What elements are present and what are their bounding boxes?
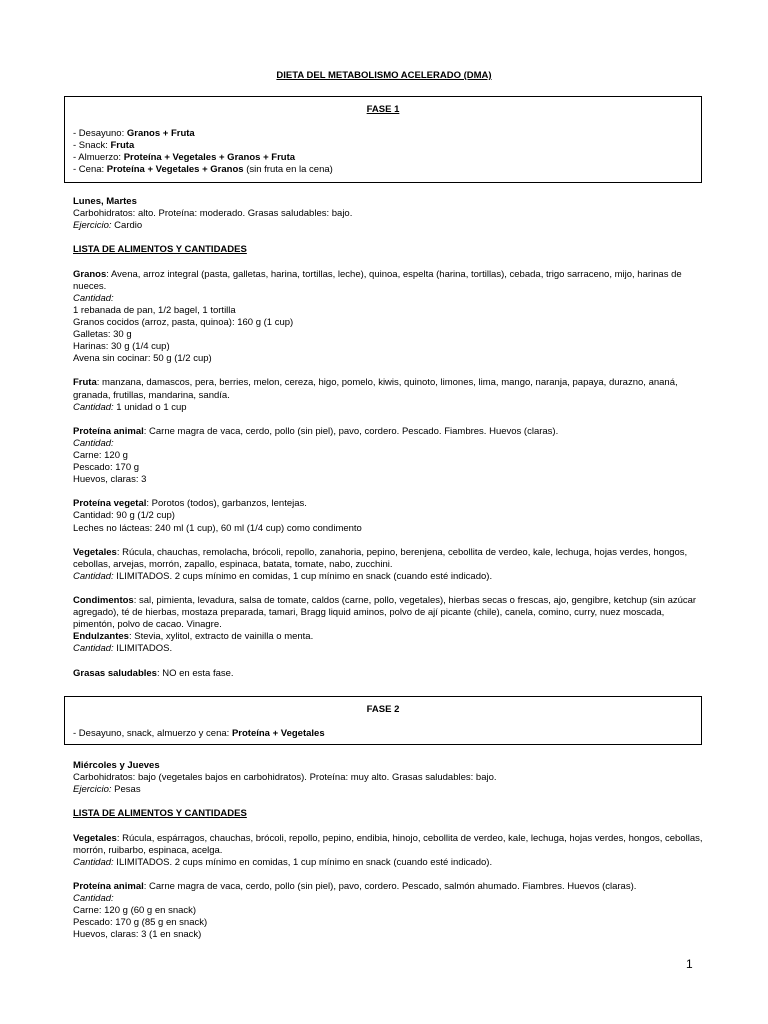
fase1-meal-desayuno: - Desayuno: Granos + Fruta (73, 128, 195, 140)
sec2-vegetales-cantidad: Cantidad: ILIMITADOS. 2 cups mínimo en comidas, 1 cup mínimo en snack (cuando esté indicado). (73, 856, 493, 868)
proteina-vegetal-leches: Leches no lácteas: 240 ml (1 cup), 60 ml (1/4 cup) como condimento (73, 522, 362, 534)
endulzantes-cantidad: Cantidad: ILIMITADOS. (73, 643, 173, 655)
granos-qty-item: 1 rebanada de pan, 1/2 bagel, 1 tortilla (73, 304, 236, 316)
fase1-meal-snack: - Snack: Fruta (73, 140, 135, 152)
granos-paragraph-cont: nueces. (73, 280, 107, 292)
page-number: 1 (686, 957, 693, 971)
granos-qty-item: Galletas: 30 g (73, 329, 132, 341)
fase2-meals: - Desayuno, snack, almuerzo y cena: Proteína + Vegetales (73, 728, 325, 740)
proteina-animal-paragraph: Proteína animal: Carne magra de vaca, cerdo, pollo (sin piel), pavo, cordero. Pescado. Fiambres. Huevos (claras). (73, 425, 559, 437)
sec1-days: Lunes, Martes (73, 196, 137, 207)
granos-qty-item: Granos cocidos (arroz, pasta, quinoa): 160 g (1 cup) (73, 316, 294, 328)
sec2-ejercicio: Ejercicio: Pesas (73, 784, 141, 796)
sec1-ejercicio: Ejercicio: Cardio (73, 220, 143, 232)
proteina-animal-cantidad-label: Cantidad: (73, 437, 114, 449)
fase1-heading: FASE 1 (366, 104, 400, 115)
granos-qty-item: Avena sin cocinar: 50 g (1/2 cup) (73, 353, 212, 365)
sec2-macros: Carbohidratos: bajo (vegetales bajos en carbohidratos). Proteína: muy alto. Grasas saludables: bajo. (73, 772, 497, 784)
vegetales-paragraph: Vegetales: Rúcula, chauchas, remolacha, brócoli, repollo, zanahoria, pepino, berenjena, cebollita de verdeo, kale, lechuga, hojas verdes, hongos, (73, 546, 688, 558)
sec2-proteina-animal-cantidad-label: Cantidad: (73, 893, 114, 905)
fase1-box (64, 96, 702, 183)
condimentos-paragraph: Condimentos: sal, pimienta, levadura, salsa de tomate, caldos (carne, pollo, vegetales), hierbas secas o frescas, ajo, gengibre, ketchup (sin azúcar (73, 595, 697, 607)
fase2-heading: FASE 2 (366, 704, 400, 715)
vegetales-cantidad: Cantidad: ILIMITADOS. 2 cups mínimo en comidas, 1 cup mínimo en snack (cuando esté indicado). (73, 570, 493, 582)
sec2-proteina-animal-qty-item: Pescado: 170 g (85 g en snack) (73, 917, 208, 929)
granos-cantidad-label: Cantidad: (73, 292, 114, 304)
proteina-animal-qty-item: Carne: 120 g (73, 449, 128, 461)
proteina-animal-qty-item: Huevos, claras: 3 (73, 474, 147, 486)
fase1-details (73, 196, 713, 680)
endulzantes-paragraph: Endulzantes: Stevia, xylitol, extracto de vainilla o menta. (73, 631, 314, 643)
fase2-box (64, 696, 702, 745)
sec2-vegetales-paragraph: Vegetales: Rúcula, espárragos, chauchas, brócoli, repollo, pepino, endibia, hinojo, cebollita de verdeo, kale, lechuga, hojas verdes, hongos, cebollas, (73, 832, 703, 844)
fruta-cantidad: Cantidad: 1 unidad o 1 cup (73, 401, 187, 413)
sec2-list-heading: LISTA DE ALIMENTOS Y CANTIDADES (73, 808, 247, 820)
condimentos-paragraph-cont: agregado), té de hierbas, mostaza preparada, tamari, Bragg liquid aminos, polvo de ají picante (chile), canela, comino, curry, nuez moscada, (73, 607, 665, 619)
grasas-paragraph: Grasas saludables: NO en esta fase. (73, 667, 234, 679)
proteina-vegetal-paragraph: Proteína vegetal: Porotos (todos), garbanzos, lentejas. (73, 498, 307, 510)
granos-qty-item: Harinas: 30 g (1/4 cup) (73, 341, 170, 353)
fase1-meal-cena: - Cena: Proteína + Vegetales + Granos (sin fruta en la cena) (73, 164, 333, 176)
sec1-list-heading: LISTA DE ALIMENTOS Y CANTIDADES (73, 244, 247, 256)
proteina-vegetal-cantidad: Cantidad: 90 g (1/2 cup) (73, 510, 175, 522)
sec1-macros: Carbohidratos: alto. Proteína: moderado. Grasas saludables: bajo. (73, 208, 353, 220)
granos-paragraph: Granos: Avena, arroz integral (pasta, galletas, harina, tortillas, leche), quinoa, espelta (harina, tortillas), cebada, trigo sarraceno, mijo, harinas de (73, 268, 682, 280)
vegetales-paragraph-cont: cebollas, arvejas, morrón, zapallo, espinaca, batata, tomate, nabo, zucchini. (73, 558, 393, 570)
sec2-vegetales-paragraph-cont: morrón, ruibarbo, espinaca, acelga. (73, 844, 223, 856)
sec2-proteina-animal-paragraph: Proteína animal: Carne magra de vaca, cerdo, pollo (sin piel), pavo, cordero. Pescado, salmón ahumado. Fiambres. Huevos (claras). (73, 880, 637, 892)
sec2-days: Miércoles y Jueves (73, 760, 160, 771)
sec2-proteina-animal-qty-item: Huevos, claras: 3 (1 en snack) (73, 929, 202, 941)
condimentos-paragraph-cont: pimentón, polvo de cacao. Vinagre. (73, 619, 222, 631)
document-title: DIETA DEL METABOLISMO ACELERADO (DMA) (276, 70, 492, 81)
fase1-meal-almuerzo: - Almuerzo: Proteína + Vegetales + Granos + Fruta (73, 152, 296, 164)
proteina-animal-qty-item: Pescado: 170 g (73, 462, 140, 474)
fruta-paragraph: Fruta: manzana, damascos, pera, berries, melon, cereza, higo, pomelo, kiwis, quinoto, limones, lima, mango, naranja, papaya, durazno, ananá, (73, 377, 678, 389)
fruta-paragraph-cont: granada, frutillas, mandarina, sandía. (73, 389, 230, 401)
sec2-proteina-animal-qty-item: Carne: 120 g (60 g en snack) (73, 905, 197, 917)
fase2-details (73, 760, 713, 941)
